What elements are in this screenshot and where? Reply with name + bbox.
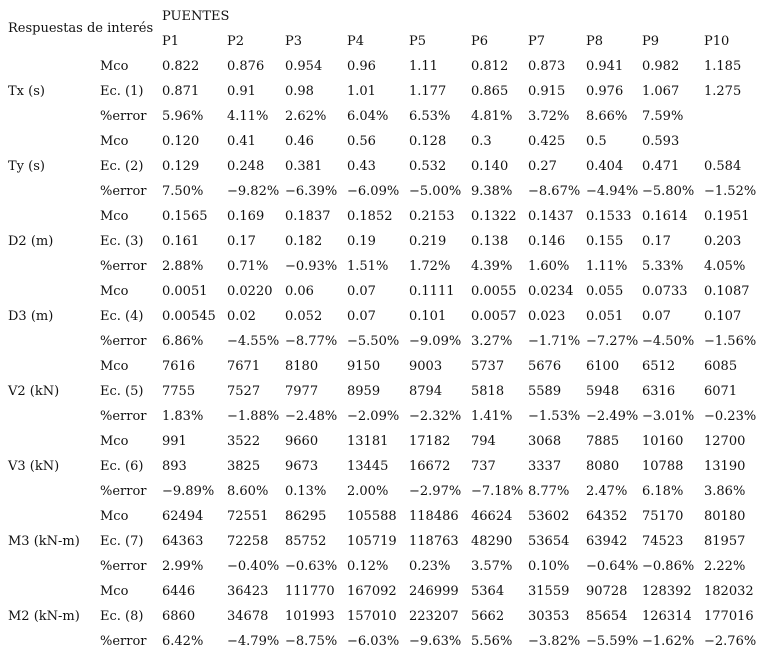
value-cell: 36423 [227, 584, 269, 599]
value-cell: 1.177 [409, 84, 447, 99]
value-cell: 0.43 [347, 159, 376, 174]
method-label: Mco [100, 284, 129, 299]
value-cell: 9150 [347, 359, 381, 374]
value-cell: 8.66% [586, 109, 628, 124]
value-cell: 0.941 [586, 59, 624, 74]
value-cell: 1.185 [704, 59, 742, 74]
value-cell: 0.1437 [528, 209, 574, 224]
value-cell: −9.09% [409, 334, 462, 349]
group-label: Tx (s) [8, 84, 45, 99]
value-cell: −4.55% [227, 334, 280, 349]
value-cell: 0.023 [528, 309, 566, 324]
value-cell: 0.17 [227, 234, 256, 249]
value-cell: 13445 [347, 459, 389, 474]
value-cell: 246999 [409, 584, 459, 599]
value-cell: 0.101 [409, 309, 447, 324]
value-cell: 0.5 [586, 134, 607, 149]
value-cell: 85654 [586, 609, 628, 624]
value-cell: 0.140 [471, 159, 509, 174]
value-cell: −2.97% [409, 484, 462, 499]
value-cell: 991 [162, 434, 187, 449]
value-cell: 0.1087 [704, 284, 750, 299]
value-cell: 2.62% [285, 109, 327, 124]
column-header-p1: P1 [162, 34, 180, 49]
value-cell: 0.1837 [285, 209, 331, 224]
value-cell: 0.865 [471, 84, 509, 99]
method-label: Mco [100, 209, 129, 224]
value-cell: 0.07 [347, 309, 376, 324]
bridges-header: PUENTES [162, 9, 230, 24]
method-label: %error [100, 259, 147, 274]
value-cell: 5.96% [162, 109, 204, 124]
value-cell: 0.404 [586, 159, 624, 174]
value-cell: 0.146 [528, 234, 566, 249]
value-cell: −1.62% [642, 634, 695, 649]
method-label: Mco [100, 359, 129, 374]
value-cell: 0.19 [347, 234, 376, 249]
value-cell: 6.04% [347, 109, 389, 124]
table-title: Respuestas de interés [8, 21, 154, 36]
value-cell: 4.81% [471, 109, 513, 124]
value-cell: 3825 [227, 459, 261, 474]
value-cell: 12700 [704, 434, 746, 449]
value-cell: 17182 [409, 434, 451, 449]
value-cell: 5364 [471, 584, 505, 599]
value-cell: 1.72% [409, 259, 451, 274]
value-cell: −5.50% [347, 334, 400, 349]
method-label: Mco [100, 509, 129, 524]
value-cell: 10788 [642, 459, 684, 474]
value-cell: −0.63% [285, 559, 338, 574]
method-label: Ec. (6) [100, 459, 144, 474]
value-cell: 13181 [347, 434, 389, 449]
value-cell: 6446 [162, 584, 196, 599]
value-cell: 0.0055 [471, 284, 517, 299]
group-label: V3 (kN) [8, 459, 60, 474]
value-cell: −5.00% [409, 184, 462, 199]
column-header-p6: P6 [471, 34, 489, 49]
value-cell: 8.77% [528, 484, 570, 499]
group-label: D2 (m) [8, 234, 54, 249]
value-cell: 0.822 [162, 59, 200, 74]
value-cell: 0.46 [285, 134, 314, 149]
value-cell: −2.48% [285, 409, 338, 424]
method-label: Ec. (5) [100, 384, 144, 399]
value-cell: −8.77% [285, 334, 338, 349]
value-cell: 7885 [586, 434, 620, 449]
value-cell: −6.03% [347, 634, 400, 649]
value-cell: 0.71% [227, 259, 269, 274]
value-cell: 0.0051 [162, 284, 208, 299]
value-cell: 9673 [285, 459, 319, 474]
value-cell: 3068 [528, 434, 562, 449]
value-cell: 8180 [285, 359, 319, 374]
method-label: Ec. (1) [100, 84, 144, 99]
value-cell: 0.96 [347, 59, 376, 74]
column-header-p8: P8 [586, 34, 604, 49]
value-cell: −6.09% [347, 184, 400, 199]
value-cell: 0.1852 [347, 209, 393, 224]
value-cell: 0.0733 [642, 284, 688, 299]
value-cell: 1.067 [642, 84, 680, 99]
method-label: Ec. (7) [100, 534, 144, 549]
value-cell: 85752 [285, 534, 327, 549]
value-cell: −7.27% [586, 334, 639, 349]
value-cell: 5.33% [642, 259, 684, 274]
value-cell: 1.11 [409, 59, 438, 74]
value-cell: 0.129 [162, 159, 200, 174]
value-cell: 72258 [227, 534, 269, 549]
value-cell: 2.88% [162, 259, 204, 274]
method-label: Ec. (8) [100, 609, 144, 624]
value-cell: 0.56 [347, 134, 376, 149]
value-cell: 6512 [642, 359, 676, 374]
group-label: D3 (m) [8, 309, 54, 324]
value-cell: 10160 [642, 434, 684, 449]
value-cell: 1.51% [347, 259, 389, 274]
method-label: Mco [100, 584, 129, 599]
value-cell: 0.3 [471, 134, 492, 149]
value-cell: 1.11% [586, 259, 628, 274]
value-cell: 9660 [285, 434, 319, 449]
value-cell: 16672 [409, 459, 451, 474]
method-label: %error [100, 184, 147, 199]
value-cell: 5589 [528, 384, 562, 399]
value-cell: 7616 [162, 359, 196, 374]
value-cell: 6100 [586, 359, 620, 374]
value-cell: 6085 [704, 359, 738, 374]
value-cell: 7.59% [642, 109, 684, 124]
method-label: Ec. (3) [100, 234, 144, 249]
value-cell: 6.86% [162, 334, 204, 349]
value-cell: 0.873 [528, 59, 566, 74]
value-cell: 0.02 [227, 309, 256, 324]
value-cell: 0.128 [409, 134, 447, 149]
value-cell: 13190 [704, 459, 746, 474]
column-header-p9: P9 [642, 34, 660, 49]
value-cell: −1.52% [704, 184, 757, 199]
value-cell: 111770 [285, 584, 335, 599]
value-cell: −0.64% [586, 559, 639, 574]
value-cell: 0.471 [642, 159, 680, 174]
value-cell: 0.107 [704, 309, 742, 324]
value-cell: 7755 [162, 384, 196, 399]
value-cell: 1.41% [471, 409, 513, 424]
value-cell: −0.23% [704, 409, 757, 424]
value-cell: 0.055 [586, 284, 624, 299]
value-cell: 90728 [586, 584, 628, 599]
value-cell: 0.0234 [528, 284, 574, 299]
value-cell: 128392 [642, 584, 692, 599]
value-cell: 0.812 [471, 59, 509, 74]
value-cell: 0.07 [642, 309, 671, 324]
value-cell: 5676 [528, 359, 562, 374]
value-cell: 3.72% [528, 109, 570, 124]
value-cell: −9.89% [162, 484, 215, 499]
value-cell: 0.982 [642, 59, 680, 74]
value-cell: 0.155 [586, 234, 624, 249]
method-label: Mco [100, 59, 129, 74]
value-cell: −2.76% [704, 634, 757, 649]
value-cell: −2.49% [586, 409, 639, 424]
value-cell: 8794 [409, 384, 443, 399]
value-cell: 0.593 [642, 134, 680, 149]
value-cell: 7527 [227, 384, 261, 399]
value-cell: 31559 [528, 584, 570, 599]
value-cell: 177016 [704, 609, 754, 624]
value-cell: 0.91 [227, 84, 256, 99]
value-cell: 64352 [586, 509, 628, 524]
value-cell: 6071 [704, 384, 738, 399]
value-cell: 6.42% [162, 634, 204, 649]
value-cell: 0.13% [285, 484, 327, 499]
value-cell: 3337 [528, 459, 562, 474]
value-cell: 0.248 [227, 159, 265, 174]
value-cell: −9.82% [227, 184, 280, 199]
value-cell: −5.80% [642, 184, 695, 199]
value-cell: 80180 [704, 509, 746, 524]
value-cell: 182032 [704, 584, 754, 599]
value-cell: 0.17 [642, 234, 671, 249]
value-cell: 105719 [347, 534, 397, 549]
value-cell: 9.38% [471, 184, 513, 199]
method-label: %error [100, 634, 147, 649]
value-cell: 1.60% [528, 259, 570, 274]
value-cell: 0.120 [162, 134, 200, 149]
value-cell: 118763 [409, 534, 459, 549]
value-cell: 5948 [586, 384, 620, 399]
column-header-p5: P5 [409, 34, 427, 49]
value-cell: 0.381 [285, 159, 323, 174]
value-cell: 2.00% [347, 484, 389, 499]
value-cell: 0.10% [528, 559, 570, 574]
value-cell: 0.1322 [471, 209, 517, 224]
column-header-p7: P7 [528, 34, 546, 49]
value-cell: 74523 [642, 534, 684, 549]
group-label: M3 (kN-m) [8, 534, 80, 549]
value-cell: −1.53% [528, 409, 581, 424]
column-header-p2: P2 [227, 34, 245, 49]
value-cell: 46624 [471, 509, 513, 524]
value-cell: 8959 [347, 384, 381, 399]
value-cell: 126314 [642, 609, 692, 624]
value-cell: 0.052 [285, 309, 323, 324]
value-cell: −9.63% [409, 634, 462, 649]
column-header-p10: P10 [704, 34, 730, 49]
column-header-p4: P4 [347, 34, 365, 49]
value-cell: 0.138 [471, 234, 509, 249]
value-cell: 2.99% [162, 559, 204, 574]
value-cell: 6316 [642, 384, 676, 399]
value-cell: 794 [471, 434, 496, 449]
column-header-p3: P3 [285, 34, 303, 49]
value-cell: 0.00545 [162, 309, 216, 324]
method-label: %error [100, 334, 147, 349]
value-cell: 737 [471, 459, 496, 474]
value-cell: 0.219 [409, 234, 447, 249]
value-cell: 0.876 [227, 59, 265, 74]
value-cell: 0.23% [409, 559, 451, 574]
value-cell: 2.22% [704, 559, 746, 574]
value-cell: 0.584 [704, 159, 742, 174]
method-label: %error [100, 409, 147, 424]
value-cell: 63942 [586, 534, 628, 549]
value-cell: −4.94% [586, 184, 639, 199]
value-cell: 1.01 [347, 84, 376, 99]
value-cell: 62494 [162, 509, 204, 524]
value-cell: 223207 [409, 609, 459, 624]
value-cell: −1.71% [528, 334, 581, 349]
value-cell: −3.01% [642, 409, 695, 424]
value-cell: 101993 [285, 609, 335, 624]
value-cell: 0.27 [528, 159, 557, 174]
value-cell: 0.12% [347, 559, 389, 574]
value-cell: 0.1951 [704, 209, 750, 224]
value-cell: 0.169 [227, 209, 265, 224]
value-cell: 3.86% [704, 484, 746, 499]
value-cell: 86295 [285, 509, 327, 524]
value-cell: 7671 [227, 359, 261, 374]
value-cell: 30353 [528, 609, 570, 624]
value-cell: 2.47% [586, 484, 628, 499]
value-cell: 0.976 [586, 84, 624, 99]
value-cell: 0.871 [162, 84, 200, 99]
value-cell: 4.05% [704, 259, 746, 274]
value-cell: 64363 [162, 534, 204, 549]
value-cell: 0.0220 [227, 284, 273, 299]
value-cell: −7.18% [471, 484, 524, 499]
value-cell: −0.86% [642, 559, 695, 574]
value-cell: 3522 [227, 434, 261, 449]
value-cell: 48290 [471, 534, 513, 549]
group-label: M2 (kN-m) [8, 609, 80, 624]
value-cell: 75170 [642, 509, 684, 524]
method-label: Mco [100, 134, 129, 149]
value-cell: −2.32% [409, 409, 462, 424]
value-cell: 0.1533 [586, 209, 632, 224]
value-cell: 7977 [285, 384, 319, 399]
value-cell: 72551 [227, 509, 269, 524]
value-cell: 105588 [347, 509, 397, 524]
value-cell: 0.182 [285, 234, 323, 249]
value-cell: −8.67% [528, 184, 581, 199]
method-label: %error [100, 559, 147, 574]
value-cell: −0.93% [285, 259, 338, 274]
value-cell: 893 [162, 459, 187, 474]
value-cell: 3.27% [471, 334, 513, 349]
value-cell: 0.07 [347, 284, 376, 299]
method-label: Ec. (4) [100, 309, 144, 324]
value-cell: 0.0057 [471, 309, 517, 324]
value-cell: 0.161 [162, 234, 200, 249]
value-cell: 0.425 [528, 134, 566, 149]
value-cell: −4.79% [227, 634, 280, 649]
value-cell: 5.56% [471, 634, 513, 649]
value-cell: 9003 [409, 359, 443, 374]
value-cell: −1.56% [704, 334, 757, 349]
value-cell: 4.11% [227, 109, 269, 124]
value-cell: 53602 [528, 509, 570, 524]
value-cell: 0.41 [227, 134, 256, 149]
value-cell: 6860 [162, 609, 196, 624]
value-cell: 5818 [471, 384, 505, 399]
value-cell: 0.532 [409, 159, 447, 174]
value-cell: 81957 [704, 534, 746, 549]
value-cell: 0.203 [704, 234, 742, 249]
value-cell: 0.051 [586, 309, 624, 324]
group-label: Ty (s) [8, 159, 45, 174]
value-cell: −6.39% [285, 184, 338, 199]
value-cell: −5.59% [586, 634, 639, 649]
value-cell: 0.2153 [409, 209, 455, 224]
value-cell: 3.57% [471, 559, 513, 574]
value-cell: 0.06 [285, 284, 314, 299]
value-cell: 0.1111 [409, 284, 455, 299]
value-cell: 8080 [586, 459, 620, 474]
value-cell: 53654 [528, 534, 570, 549]
value-cell: 167092 [347, 584, 397, 599]
value-cell: 0.1614 [642, 209, 688, 224]
value-cell: 1.83% [162, 409, 204, 424]
value-cell: −3.82% [528, 634, 581, 649]
value-cell: −4.50% [642, 334, 695, 349]
method-label: %error [100, 109, 147, 124]
value-cell: 0.915 [528, 84, 566, 99]
value-cell: 0.1565 [162, 209, 208, 224]
method-label: %error [100, 484, 147, 499]
value-cell: 7.50% [162, 184, 204, 199]
value-cell: 5662 [471, 609, 505, 624]
value-cell: 34678 [227, 609, 269, 624]
value-cell: 5737 [471, 359, 505, 374]
value-cell: −8.75% [285, 634, 338, 649]
value-cell: 0.954 [285, 59, 323, 74]
value-cell: 6.53% [409, 109, 451, 124]
value-cell: 0.98 [285, 84, 314, 99]
method-label: Mco [100, 434, 129, 449]
method-label: Ec. (2) [100, 159, 144, 174]
value-cell: 1.275 [704, 84, 742, 99]
value-cell: 157010 [347, 609, 397, 624]
value-cell: 118486 [409, 509, 459, 524]
value-cell: 8.60% [227, 484, 269, 499]
value-cell: 6.18% [642, 484, 684, 499]
value-cell: −1.88% [227, 409, 280, 424]
group-label: V2 (kN) [8, 384, 60, 399]
value-cell: −0.40% [227, 559, 280, 574]
value-cell: −2.09% [347, 409, 400, 424]
value-cell: 4.39% [471, 259, 513, 274]
